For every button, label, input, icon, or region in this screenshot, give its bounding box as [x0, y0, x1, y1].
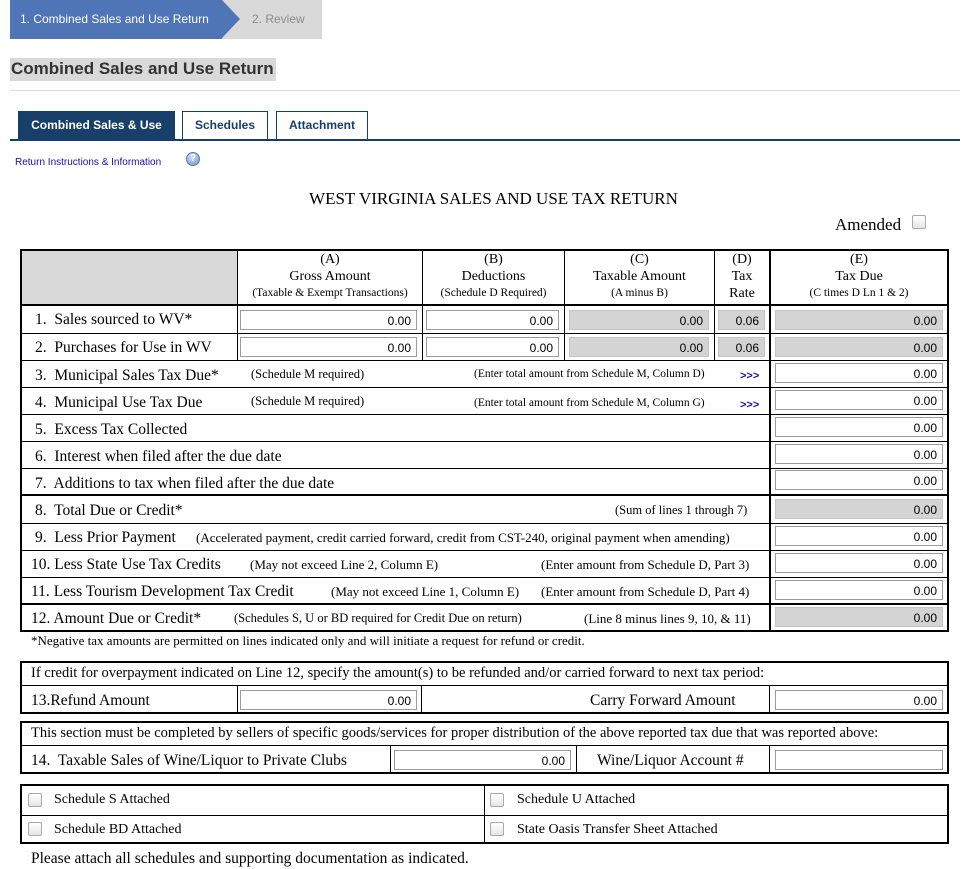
wizard-step-review[interactable]: 2. Review [222, 0, 322, 39]
column-e-header: (E) Tax Due (C times D Ln 1 & 2) [809, 252, 909, 299]
line-9-label: 9. Less Prior Payment [35, 529, 176, 546]
line-1-tax-rate: 0.06 [718, 310, 765, 330]
column-a-header: (A) Gross Amount (Taxable & Exempt Transactions) [252, 252, 408, 299]
line-12-amount-due: 0.00 [775, 607, 943, 627]
line-3-schedule-m-link[interactable]: >>> [740, 370, 760, 382]
line-9-prior-payment-input[interactable]: 0.00 [775, 526, 943, 546]
line-2-deductions-input[interactable]: 0.00 [426, 337, 559, 357]
line-6-tax-due-input[interactable]: 0.00 [775, 444, 943, 464]
line-10-requirement: (May not exceed Line 2, Column E) [250, 557, 439, 572]
line-2-tax-due: 0.00 [775, 337, 943, 357]
tab-schedules[interactable]: Schedules [182, 111, 268, 140]
line-4-note: (Enter total amount from Schedule M, Column G) [474, 397, 705, 409]
column-c-header: (C) Taxable Amount (A minus B) [593, 252, 686, 299]
amended-label: Amended [835, 215, 902, 234]
line-11-label: 11. Less Tourism Development Tax Credit [31, 583, 294, 600]
refund-amount-label: 13.Refund Amount [31, 692, 150, 709]
line-4-tax-due-input[interactable]: 0.00 [775, 390, 943, 410]
line-2-taxable-amount: 0.00 [569, 337, 709, 357]
line-3-label: 3. Municipal Sales Tax Due* [35, 367, 219, 384]
line-8-note: (Sum of lines 1 through 7) [615, 503, 748, 517]
carry-forward-input[interactable]: 0.00 [775, 690, 943, 710]
line-1-taxable-amount: 0.00 [569, 310, 709, 330]
line-1-deductions-input[interactable]: 0.00 [426, 310, 559, 330]
line-11-credit-input[interactable]: 0.00 [775, 580, 943, 600]
wizard-step-arrow [222, 0, 240, 38]
schedule-bd-checkbox[interactable] [28, 822, 42, 836]
line-10-note: (Enter amount from Schedule D, Part 3) [541, 557, 750, 572]
line-3-tax-due-input[interactable]: 0.00 [775, 363, 943, 383]
wine-liquor-label: 14. Taxable Sales of Wine/Liquor to Private Clubs [31, 752, 347, 769]
refund-amount-input[interactable]: 0.00 [240, 690, 417, 710]
line-12-requirement: (Schedules S, U or BD required for Credit Due on return) [234, 611, 522, 625]
line-8-total-due: 0.00 [775, 499, 943, 519]
wine-liquor-instruction: This section must be completed by sellers of specific goods/services for proper distribution of the above reported tax due that was reported above: [31, 725, 879, 741]
column-d-header: (D) Tax Rate [729, 252, 755, 301]
help-icon[interactable]: ? [186, 152, 200, 166]
tab-underline [10, 139, 960, 141]
line-10-credit-input[interactable]: 0.00 [775, 553, 943, 573]
line-2-gross-input[interactable]: 0.00 [240, 337, 417, 357]
wine-liquor-account-label: Wine/Liquor Account # [597, 752, 744, 769]
line-12-note: (Line 8 minus lines 9, 10, & 11) [584, 611, 751, 626]
schedule-u-checkbox[interactable] [490, 793, 504, 807]
amended-checkbox[interactable] [912, 215, 926, 229]
line-11-note: (Enter amount from Schedule D, Part 4) [541, 584, 750, 599]
line-6-label: 6. Interest when filed after the due date [35, 448, 282, 465]
column-b-header: (B) Deductions (Schedule D Required) [440, 252, 547, 299]
form-title: WEST VIRGINIA SALES AND USE TAX RETURN [309, 189, 678, 208]
line-3-requirement: (Schedule M required) [251, 367, 365, 381]
page-title: Combined Sales and Use Return [10, 58, 276, 81]
line-8-label: 8. Total Due or Credit* [35, 502, 183, 519]
line-4-requirement: (Schedule M required) [251, 394, 365, 408]
line-11-requirement: (May not exceed Line 1, Column E) [331, 584, 520, 599]
line-7-tax-due-input[interactable]: 0.00 [775, 470, 943, 490]
line-9-note: (Accelerated payment, credit carried forward, credit from CST-240, original payment when amending) [196, 530, 730, 545]
line-1-label: 1. Sales sourced to WV* [35, 311, 193, 328]
carry-forward-label: Carry Forward Amount [590, 692, 736, 709]
tab-combined-sales-use[interactable]: Combined Sales & Use [18, 111, 175, 140]
line-3-note: (Enter total amount from Schedule M, Column D) [474, 368, 705, 380]
line-2-tax-rate: 0.06 [718, 337, 765, 357]
divider [10, 90, 960, 91]
wine-liquor-account-input[interactable] [775, 750, 943, 770]
oasis-transfer-checkbox[interactable] [490, 822, 504, 836]
refund-instruction: If credit for overpayment indicated on Line 12, specify the amount(s) to be refunded and/or carried forward to next tax period: [31, 665, 765, 681]
line-7-label: 7. Additions to tax when filed after the due date [35, 475, 335, 492]
tab-attachment[interactable]: Attachment [276, 111, 368, 140]
line-12-label: 12. Amount Due or Credit* [31, 610, 202, 627]
return-instructions-link[interactable]: Return Instructions & Information [15, 157, 162, 168]
schedule-s-checkbox[interactable] [28, 793, 42, 807]
header-blank-cell [22, 251, 237, 304]
line-4-schedule-m-link[interactable]: >>> [740, 399, 760, 411]
schedule-u-label: Schedule U Attached [517, 792, 636, 807]
line-1-gross-input[interactable]: 0.00 [240, 310, 417, 330]
wine-liquor-sales-input[interactable]: 0.00 [394, 750, 571, 770]
line-1-tax-due: 0.00 [775, 310, 943, 330]
line-5-label: 5. Excess Tax Collected [35, 421, 188, 438]
line-10-label: 10. Less State Use Tax Credits [31, 556, 221, 573]
line-4-label: 4. Municipal Use Tax Due [35, 394, 203, 411]
attach-note: Please attach all schedules and supporting documentation as indicated. [31, 850, 469, 867]
schedule-bd-label: Schedule BD Attached [54, 822, 182, 837]
schedule-s-label: Schedule S Attached [54, 792, 170, 807]
line-2-label: 2. Purchases for Use in WV [35, 339, 212, 356]
oasis-transfer-label: State Oasis Transfer Sheet Attached [517, 822, 718, 837]
negative-amount-footnote: *Negative tax amounts are permitted on lines indicated only and will initiate a request for refund or credit. [31, 633, 585, 648]
wizard-step-combined-return[interactable]: 1. Combined Sales and Use Return [10, 0, 222, 39]
line-5-tax-due-input[interactable]: 0.00 [775, 417, 943, 437]
